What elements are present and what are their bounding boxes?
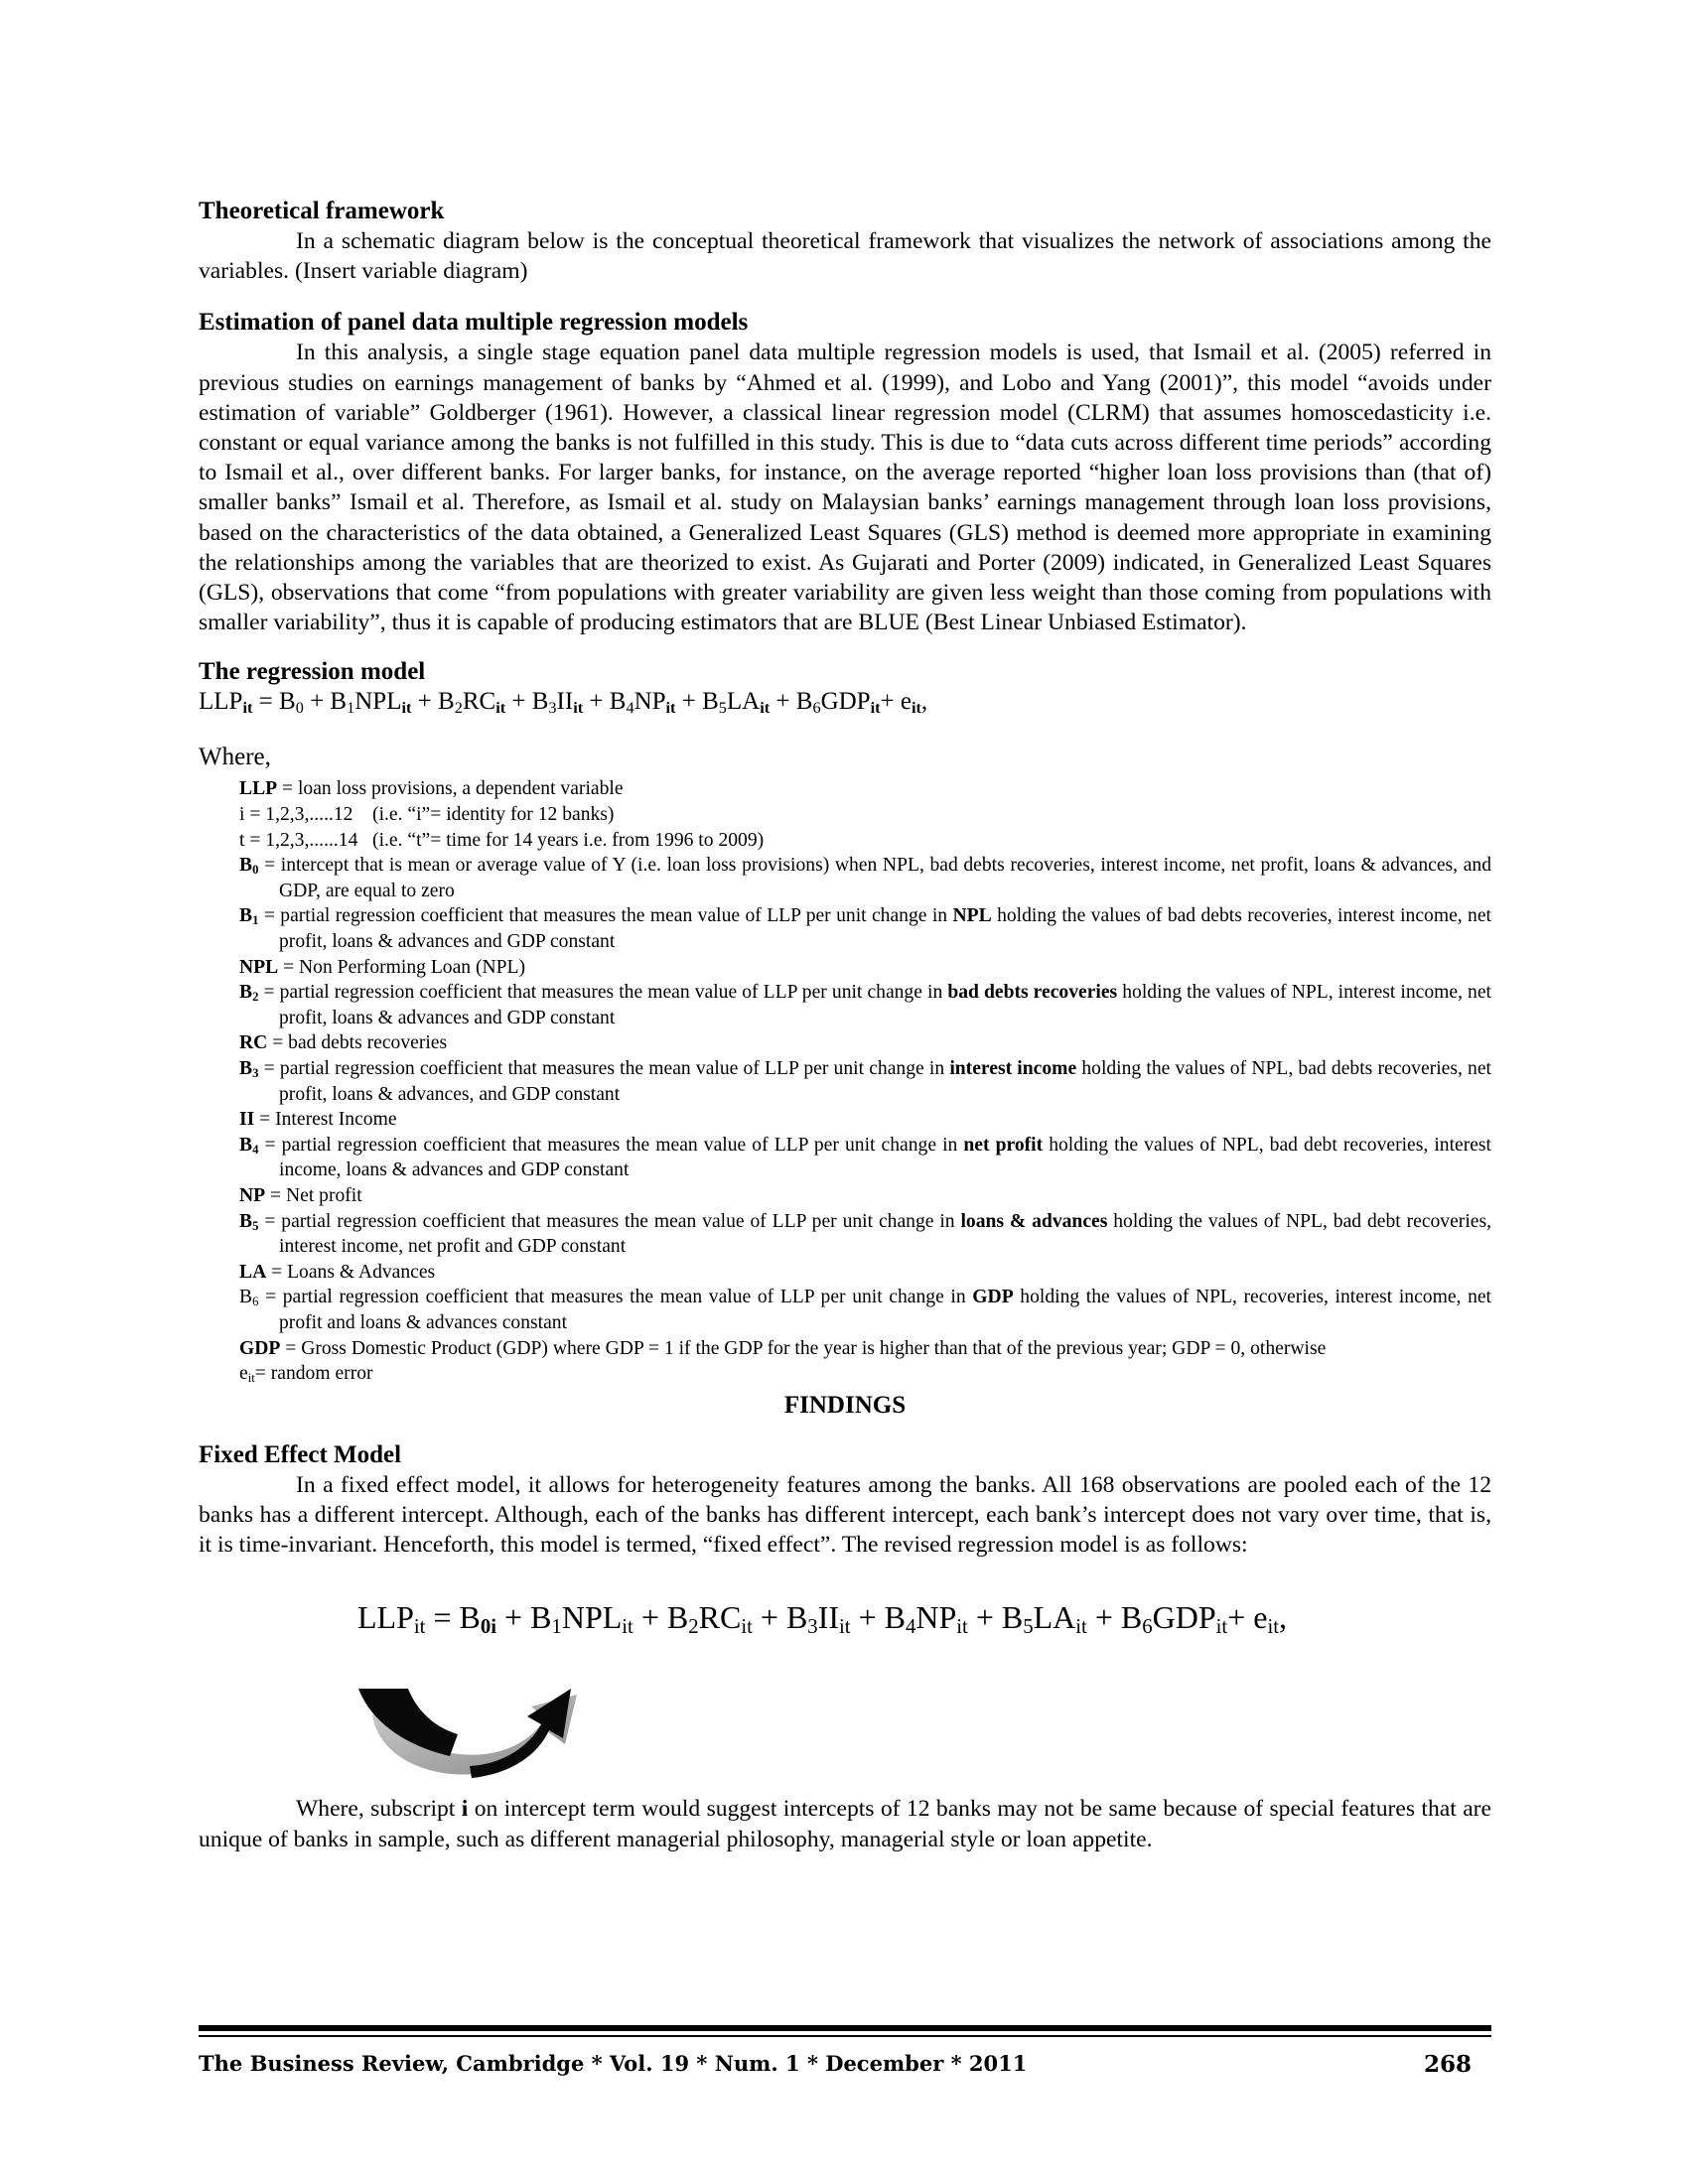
paragraph-fixed-effect: In a fixed effect model, it allows for heterogeneity features among the banks. All 168 observations are pooled each of the 12 banks has a different intercept. Although, each of the banks has different intercept, each bank’s intercept does not vary over time, that is, it is time-invariant. Henceforth, this model is termed, “fixed effect”. The revised regression model is as follows: xyxy=(199,1471,1491,1559)
heading-theoretical-framework: Theoretical framework xyxy=(199,198,445,224)
def-llp: LLP = loan loss provisions, a dependent variable xyxy=(239,778,624,800)
def-b4: $B_4$ = partial regression coefficient that measures the mean value of LLP per unit change in net profit holding the values of NPL, bad debt recoveries, interest income, loans & advances and GDP constant xyxy=(239,1134,1492,1181)
def-npl: NPL = Non Performing Loan (NPL) xyxy=(239,956,526,978)
heading-estimation: Estimation of panel data multiple regression models xyxy=(199,309,749,337)
footer-rule-thick xyxy=(199,2025,1491,2031)
heading-findings: FINDINGS xyxy=(783,1391,907,1419)
page-footer xyxy=(199,2051,1491,2085)
where-label: Where, xyxy=(199,744,271,771)
curved-arrow-icon xyxy=(343,1675,601,1784)
footer-rule-thin xyxy=(199,2035,1491,2037)
def-b0: $B_0$ = intercept that is mean or average value of Y (i.e. loan loss provisions) when NPL, bad debts recoveries, interest income, net profit, loans & advances, and GDP, are equal to zero xyxy=(239,855,1491,901)
page-body xyxy=(199,197,1491,1854)
def-b3: $B_3$ = partial regression coefficient that measures the mean value of LLP per unit change in interest income holding the values of NPL, bad debts recoveries, net profit, loans & advances, and GDP constant xyxy=(239,1057,1491,1105)
def-error: $e_{it}=$ random error xyxy=(239,1363,373,1386)
def-np: NP = Net profit xyxy=(239,1184,362,1206)
def-i: i = 1,2,3,.....12 (i.e. “i”= identity for 12 banks) xyxy=(239,804,615,826)
def-rc: RC = bad debts recoveries xyxy=(239,1032,448,1054)
paragraph-theoretical-framework: In a schematic diagram below is the conceptual theoretical framework that visualizes the network of associations among the variables. (Insert variable diagram) xyxy=(199,228,1491,285)
fixed-effect-equation: $LLP_{it} = B_{0i} + B_1NPL_{it} + B_2RC_{it} + B_3II_{it} + B_4NP_{it} + B_5LA_{it} + B_6GDP_{it}+ e_{it}$, xyxy=(357,1599,1288,1639)
paragraph-estimation: In this analysis, a single stage equation panel data multiple regression models is used, that Ismail et al. (2005) referred in previous studies on earnings management of banks by “Ahmed et al. (1999), and Lobo and Yang (2001)”, this model “avoids under estimation of variable” Goldberger (1961). However, a classical linear regression model (CLRM) that assumes homoscedasticity i.e. constant or equal variance among the banks is not fulfilled in this study. This is due to “data cuts across different time periods” according to Ismail et al., over different banks. For larger banks, for instance, on the average reported “higher loan loss provisions than (that of) smaller banks” Ismail et al. Therefore, as Ismail et al. study on Malaysian banks’ earnings management through loan loss provisions, based on the characteristics of the data obtained, a Generalized Least Squares (GLS) method is deemed more appropriate in examining the relationships among the variables that are theorized to exist. As Gujarati and Porter (2009) indicated, in Generalized Least Squares (GLS), observations that come “from populations with greater variability are given less weight than those coming from populations with smaller variability”, thus it is capable of producing estimators that are BLUE (Best Linear Unbiased Estimator). xyxy=(199,340,1491,636)
heading-fixed-effect: Fixed Effect Model xyxy=(199,1440,402,1468)
paragraph-closing: Where, subscript i on intercept term would suggest intercepts of 12 banks may not be same because of special features that are unique of banks in sample, such as different managerial philosophy, managerial style or loan appetite. xyxy=(199,1796,1492,1852)
def-b2: $B_2$ = partial regression coefficient that measures the mean value of LLP per unit change in bad debts recoveries holding the values of NPL, interest income, net profit, loans & advances and GDP constant xyxy=(239,982,1491,1028)
def-la: LA = Loans & Advances xyxy=(239,1261,436,1283)
def-ii: II = Interest Income xyxy=(239,1109,397,1131)
def-t: t = 1,2,3,......14 (i.e. “t”= time for 14 years i.e. from 1996 to 2009) xyxy=(239,829,765,851)
footer-page-number: 268 xyxy=(1423,2051,1472,2078)
def-b5: $B_5$ = partial regression coefficient that measures the mean value of LLP per unit change in loans & advances holding the values of NPL, bad debt recoveries, interest income, net profit and GDP constant xyxy=(239,1210,1491,1258)
footer-journal: The Business Review, Cambridge * Vol. 19 * Num. 1 * December * 2011 xyxy=(199,2051,1028,2076)
def-b6: $B_6$ = partial regression coefficient that measures the mean value of LLP per unit change in GDP holding the values of NPL, recoveries, interest income, net profit and loans & advances constant xyxy=(239,1287,1492,1333)
variable-definitions xyxy=(199,776,1491,1386)
def-b1: $B_1$ = partial regression coefficient that measures the mean value of LLP per unit change in NPL holding the values of bad debts recoveries, interest income, net profit, loans & advances and GDP constant xyxy=(239,905,1491,952)
regression-equation: $LLP_{it} = B_0 + B_1NPL_{it} + B_2RC_{it} + B_3II_{it} + B_4NP_{it} + B_5LA_{it} + B_6GDP_{it}+ e_{it}$, xyxy=(199,688,928,718)
heading-regression-model: The regression model xyxy=(199,658,426,686)
def-gdp: GDP = Gross Domestic Product (GDP) where GDP = 1 if the GDP for the year is higher than that of the previous year; GDP = 0, otherwise xyxy=(239,1337,1327,1359)
